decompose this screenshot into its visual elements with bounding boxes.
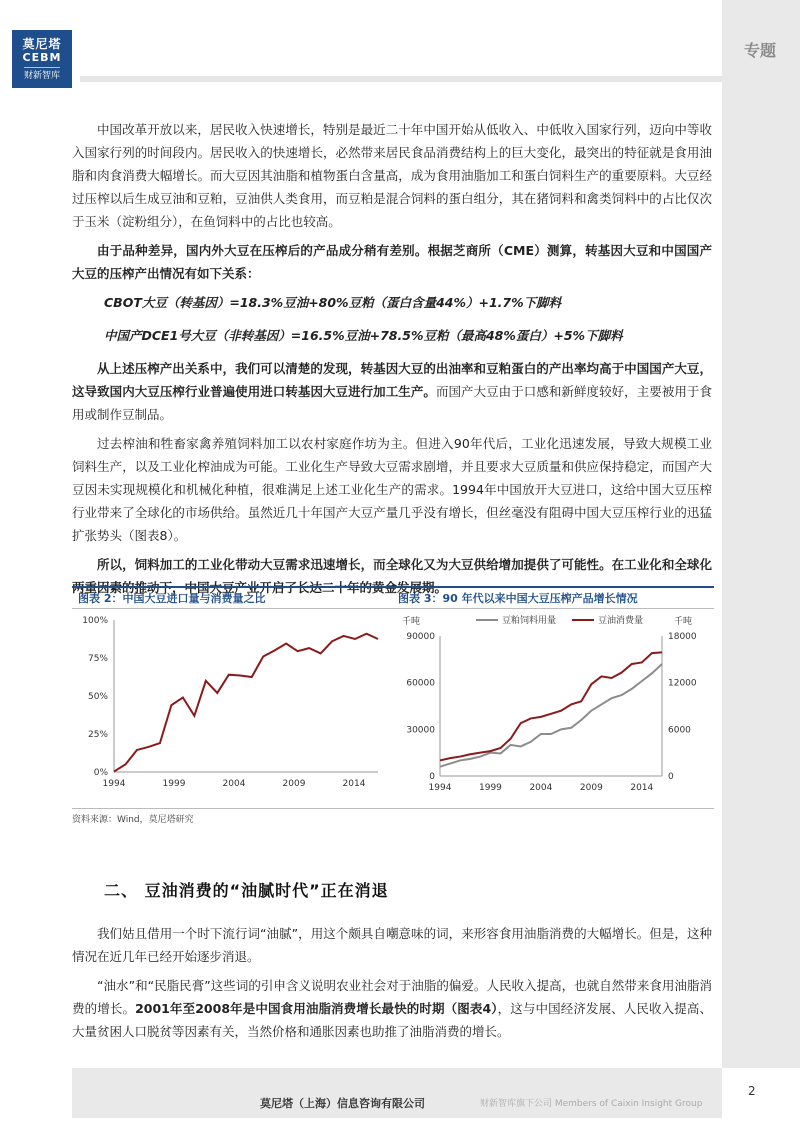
section-2-p2-b: ，这与中国经济发展、人民收入提高、大量贫困人口脱贫等因素有关，当然价格和通胀因素也助推了油脂消费的增长。 [72, 1001, 712, 1039]
x-tick-label: 2009 [282, 779, 306, 789]
y-left-tick-label: 0 [429, 772, 435, 782]
series-line-1 [440, 664, 662, 767]
y-tick-label: 50% [87, 692, 108, 702]
chart-import-ratio [72, 610, 388, 806]
section-2-paragraph-2 [72, 974, 712, 1043]
figure-source: 资料来源：Wind，莫尼塔研究 [72, 808, 714, 825]
section-2-title: 二、 豆油消费的“油腻时代”正在消退 [104, 881, 389, 900]
section-2-paragraph-1: 我们姑且借用一个时下流行词“油腻”，用这个颇具自嘲意味的词，来形容食用油脂消费的大幅增长。但是，这种情况在近几年已经开始逐步消退。 [72, 926, 712, 964]
chart-crush-products [392, 610, 714, 806]
formula-cbot: CBOT大豆（转基因）=18.3%豆油+80%豆粕（蛋白含量44%）+1.7%下脚料 [104, 295, 562, 310]
footer [72, 1068, 722, 1118]
paragraph-4: 过去榨油和牲畜家禽养殖饲料加工以农村家庭作坊为主。但进入90年代后，工业化迅速发展，导致大规模工业饲料生产，以及工业化榨油成为可能。工业化生产导致大豆需求剧增，并且要求大豆质量和供应保持稳定，而国产大豆因未实现规模化和机械化种植，很难满足上述工业化生产的需求。1994年中国放开大豆进口，这给中国大豆压榨行业带来了全球化的市场供给。虽然近几十年国产大豆产量几乎没有增长，但丝毫没有阻碍中国大豆压榨行业的迅猛扩张势头（图表8）。 [72, 436, 712, 543]
y-tick-label: 100% [82, 616, 108, 626]
x-tick-label: 1999 [162, 779, 186, 789]
footer-company: 莫尼塔（上海）信息咨询有限公司 [260, 1097, 425, 1110]
cebm-logo [12, 30, 72, 88]
y-right-tick-label: 18000 [668, 632, 697, 642]
logo-cn: 莫尼塔 [22, 36, 62, 51]
x-tick-label: 1994 [102, 779, 126, 789]
section-2-p2-a: “油水”和“民脂民膏”这些词的引申含义说明农业社会对于油脂的偏爱。人民收入提高，也就自然带来食用油脂消费的增长。 [72, 978, 712, 1016]
paragraph-3-rest: 而国产大豆由于口感和新鲜度较好，主要被用于食用或制作豆制品。 [72, 384, 712, 422]
series-line-import-ratio [114, 634, 378, 772]
y-right-tick-label: 12000 [668, 678, 697, 689]
logo-en: CEBM [22, 50, 62, 64]
legend-label-1: 豆粕饲料用量 [502, 616, 557, 626]
paragraph-1: 中国改革开放以来，居民收入快速增长，特别是最近二十年中国开始从低收入、中低收入国家行列，迈向中等收入国家行列的时间段内。居民收入的快速增长，必然带来居民食品消费结构上的巨大变化，最突出的特征就是食用油脂和肉食消费大幅增长。而大豆因其油脂和植物蛋白含量高，成为食用油脂加工和蛋白饲料生产的重要原料。大豆经过压榨以后生成豆油和豆粕，豆油供人类食用，而豆粕是混合饲料的蛋白组分，其在猪饲料和禽类饲料中的占比仅次于玉米（淀粉组分），在鱼饲料中的占比也较高。 [72, 122, 712, 229]
header-band [80, 76, 722, 82]
y-left-tick-label: 90000 [406, 632, 435, 642]
x-tick-label: 2009 [579, 783, 603, 793]
series-line-2 [440, 652, 662, 760]
left-unit-label: 千吨 [402, 617, 421, 627]
paragraph-3-bold: 从上述压榨产出关系中，我们可以清楚的发现，转基因大豆的出油率和豆粕蛋白的产出率均高于中国国产大豆，这导致国内大豆压榨行业普遍使用进口转基因大豆进行加工生产。 [72, 361, 712, 399]
y-right-tick-label: 0 [668, 772, 674, 782]
paragraph-3 [72, 357, 712, 426]
y-tick-label: 75% [87, 654, 108, 664]
x-tick-label: 2004 [529, 783, 553, 793]
body-text [72, 118, 712, 605]
figure-2-title: 图表 2：中国大豆进口量与消费量之比 [78, 592, 266, 605]
y-left-tick-label: 30000 [406, 725, 435, 736]
footer-member: 财新智库旗下公司 Members of Caixin Insight Group [480, 1099, 703, 1109]
x-tick-label: 1994 [428, 783, 452, 793]
x-tick-label: 2014 [630, 783, 654, 793]
page-number: 2 [748, 1084, 756, 1098]
paragraph-5: 所以，饲料加工的工业化带动大豆需求迅速增长，而全球化又为大豆供给增加提供了可能性。在工业化和全球化两重因素的推动下，中国大豆产业开启了长达二十年的黄金发展期。 [72, 557, 712, 595]
right-unit-label: 千吨 [674, 617, 693, 627]
figure-3-title: 图表 3：90 年代以来中国大豆压榨产品增长情况 [398, 592, 638, 605]
x-tick-label: 1999 [479, 783, 502, 793]
section-2-body [72, 922, 712, 1049]
y-left-tick-label: 60000 [406, 678, 435, 689]
y-tick-label: 25% [87, 730, 108, 740]
formula-dce: 中国产DCE1号大豆（非转基因）=16.5%豆油+78.5%豆粕（最高48%蛋白）+5%下脚料 [104, 328, 623, 343]
section-2-p2-bold: 2001年至2008年是中国食用油脂消费增长最快的时期（图表4） [135, 1001, 498, 1016]
logo-sub: 财新智库 [24, 67, 60, 82]
right-sidebar [722, 0, 800, 1068]
paragraph-2: 由于品种差异，国内外大豆在压榨后的产品成分稍有差别。根据芝商所（CME）测算，转基因大豆和中国国产大豆的压榨产出情况有如下关系： [72, 243, 712, 281]
y-right-tick-label: 6000 [668, 725, 691, 736]
y-tick-label: 0% [93, 768, 108, 778]
legend-label-2: 豆油消费量 [598, 616, 644, 626]
figure-title-row [72, 586, 714, 609]
x-tick-label: 2004 [222, 779, 246, 789]
side-tag: 专题 [743, 41, 776, 60]
x-tick-label: 2014 [342, 779, 366, 789]
